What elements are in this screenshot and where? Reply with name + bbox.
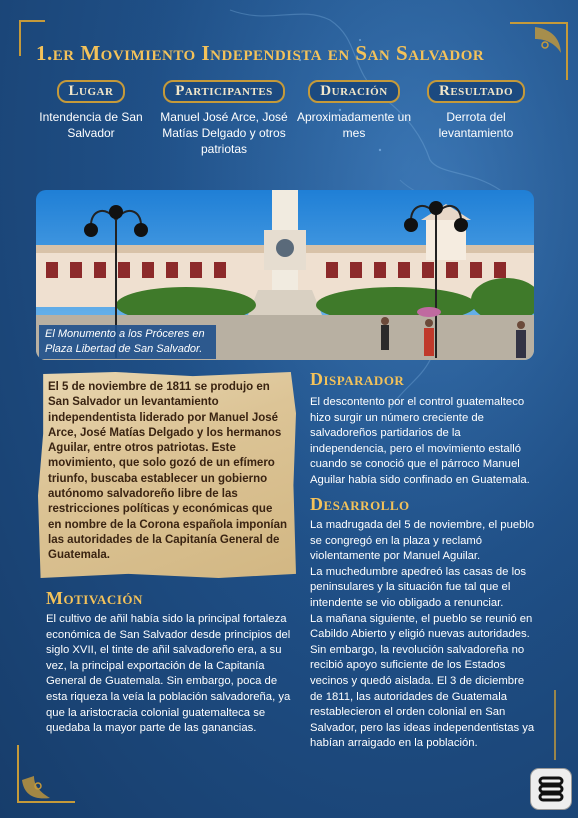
- desarrollo-paragraph: La mañana siguiente, el pueblo se reunió en Cabildo Abierto y eligió nuevas autoridades.: [310, 612, 533, 641]
- app-logo-icon[interactable]: [530, 768, 572, 810]
- intro-text: El 5 de noviembre de 1811 se produjo en San Salvador un levantamiento independentista liderado por Manuel José Arce, José Matías Delgado y los hermanos Aguilar, entre otros patriotas. Este movimiento, que solo gozó de un efímero triunfo, buscaba establecer un gobierno autónomo salvadoreño libre de las restricciones políticas y económicas que en nombre de la Corona española imponían las autoridades de la Capitanía General de Guatemala.: [48, 381, 287, 562]
- info-duracion: [294, 80, 414, 141]
- motivacion-text: El cultivo de añil había sido la principal fortaleza económica de San Salvador desde principios del siglo XVII, el tinte de añil salvadoreño era, a su vez, la principal exportación de la Capitanía General de Guatemala. Sin embargo, poca de esta riqueza la veía la población salvadoreña, ya que la aristocracia colonial guatemalteca se quedaba la mayor parte de las ganancias.: [46, 613, 291, 735]
- info-lugar: [36, 80, 146, 141]
- info-value: Manuel José Arce, José Matías Delgado y otros patriotas: [160, 110, 288, 156]
- ornament-bottom-left: [10, 740, 80, 810]
- info-value: Derrota del levantamiento: [438, 110, 514, 140]
- desarrollo-paragraph: La muchedumbre apedreó las casas de los peninsulares y la situación fue tal que el intendente se vio obligado a renunciar.: [310, 565, 527, 609]
- info-value: Intendencia de San Salvador: [39, 110, 143, 140]
- desarrollo-paragraph: La madrugada del 5 de noviembre, el pueblo se congregó en la plaza y reclamó violentamente por Manuel Aguilar.: [310, 519, 535, 563]
- info-resultado: [418, 80, 534, 141]
- desarrollo-paragraph: Sin embargo, la revolución salvadoreña no recibió apoyo suficiente de los Estados vecinos y quedó aislada. El 3 de diciembre de 1811, las autoridades de Guatemala restablecieron el orden colonial en San Salvador, pero las ideas independentistas ya habían arraigado en la población.: [310, 643, 535, 750]
- info-participantes: [154, 80, 294, 157]
- info-label: Resultado: [427, 80, 525, 103]
- desarrollo-text: [310, 518, 535, 752]
- info-label: Lugar: [57, 80, 126, 103]
- photo-caption: El Monumento a los Próceres en Plaza Libertad de San Salvador.: [39, 325, 216, 359]
- ornament-right-line: [545, 690, 565, 760]
- logo-glyph-icon: [531, 769, 571, 809]
- motivacion-heading: Motivación: [46, 588, 143, 608]
- disparador-heading: Disparador: [310, 369, 405, 389]
- desarrollo-heading: Desarrollo: [310, 494, 410, 514]
- info-label: Participantes: [163, 80, 285, 103]
- page-title: 1.er Movimiento Independista en San Salvador: [36, 41, 485, 65]
- info-value: Aproximadamente un mes: [296, 110, 412, 140]
- disparador-text: El descontento por el control guatemalteco hizo surgir un número creciente de salvadoreños partidarios de la independencia, pero el movimiento estalló cuando se conoció que el párroco Manuel Aguilar había sido confinado en Guatemala.: [310, 396, 530, 486]
- info-label: Duración: [308, 80, 399, 103]
